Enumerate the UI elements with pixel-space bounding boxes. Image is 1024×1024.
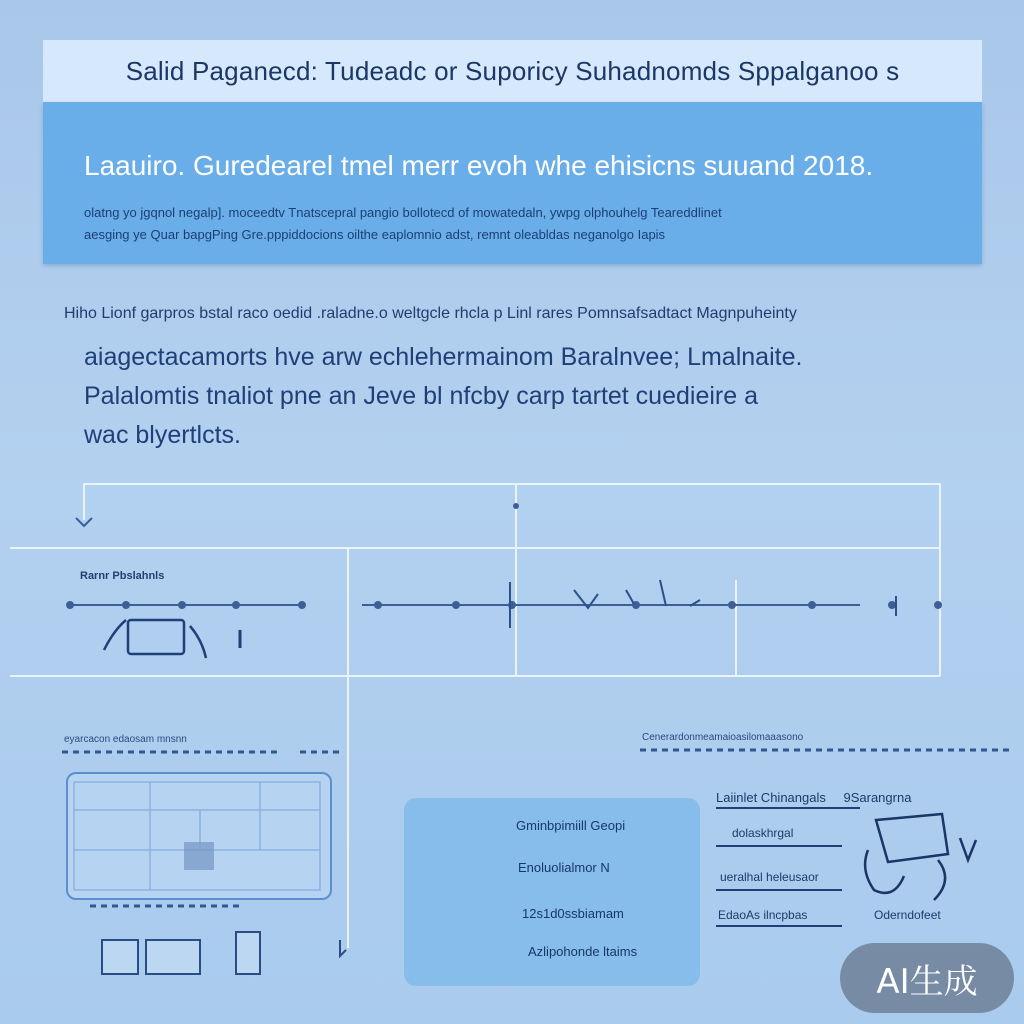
monitor-icon (104, 620, 206, 658)
timeline-dot (729, 602, 735, 608)
timeline-dot (375, 602, 381, 608)
ai-generated-badge (840, 943, 1014, 1013)
intro-line: Hiho Lionf garpros bstal raco oedid .raladne.o weltgcle rhcla p Linl rares Pomnsafsadtact Magnpuheinty (64, 305, 797, 322)
floor-plan-panel (66, 772, 332, 900)
subtext-line: aesging ye Quar bapgPing Gre.pppiddocions oilthe eaplomnio adst, remnt oleabldas neganolgo Iapis (84, 227, 666, 242)
card-line: Azlipohonde ltaims (528, 944, 638, 959)
top-bracket-line (84, 484, 940, 676)
card-line: Enoluolialmor N (518, 860, 610, 875)
badge-label: AI生成 (876, 961, 978, 1002)
paragraph-line: aiagectacamorts hve arw echlehermainom Baralnvee; Lmalnaite. (84, 343, 803, 371)
right-heading-right: 9Sarangrna (843, 790, 912, 805)
right-line: Oderndofeet (874, 908, 941, 922)
paragraph-line: Palalomtis tnaliot pne an Jeve bl nfcby carp tartet cuedieire a (84, 382, 758, 410)
section-label: Rarnr Pbslahnls (80, 570, 165, 582)
timeline-dot (299, 602, 305, 608)
bottom-label: eyarcacon edaosam mnsnn (64, 734, 187, 745)
bottom-label: Cenerardonmeamaioasilomaaasono (642, 732, 804, 743)
right-heading-left: Laiinlet Chinangals (716, 790, 826, 805)
right-line: ueralhal heleusaor (720, 870, 819, 884)
arrow-icon (340, 940, 346, 956)
devices-icon (102, 932, 260, 974)
timeline-dot (123, 602, 129, 608)
timeline-dot (889, 602, 895, 608)
card-line: 12s1d0ssbiamam (522, 906, 624, 921)
subtext-line: olatng yo jgqnol negalp]. moceedtv Tnatscepral pangio bollotecd of mowatedaln, ywpg olphouhelg Teareddlinet (84, 205, 722, 220)
page-title: Salid Paganecd: Tudeadc or Suporicy Suhadnomds Sppalganoo s (125, 55, 900, 86)
timeline-dot (935, 602, 941, 608)
laptop-hand-icon (865, 814, 976, 900)
timeline-dot (233, 602, 239, 608)
timeline-dot (453, 602, 459, 608)
node-dot (513, 503, 519, 509)
right-panel-heading (716, 790, 911, 805)
timeline-dot (67, 602, 73, 608)
right-line: dolaskhrgal (732, 826, 794, 840)
right-line: EdaoAs ilncpbas (718, 908, 808, 922)
headline: Laauiro. Guredearel tmel merr evoh whe ehisicns suuand 2018. (84, 150, 874, 181)
card-title: Gminbpimiill Geopi (516, 818, 626, 833)
timeline-dot (179, 602, 185, 608)
paragraph-line: wac blyertlcts. (84, 421, 241, 449)
timeline-dot (809, 602, 815, 608)
